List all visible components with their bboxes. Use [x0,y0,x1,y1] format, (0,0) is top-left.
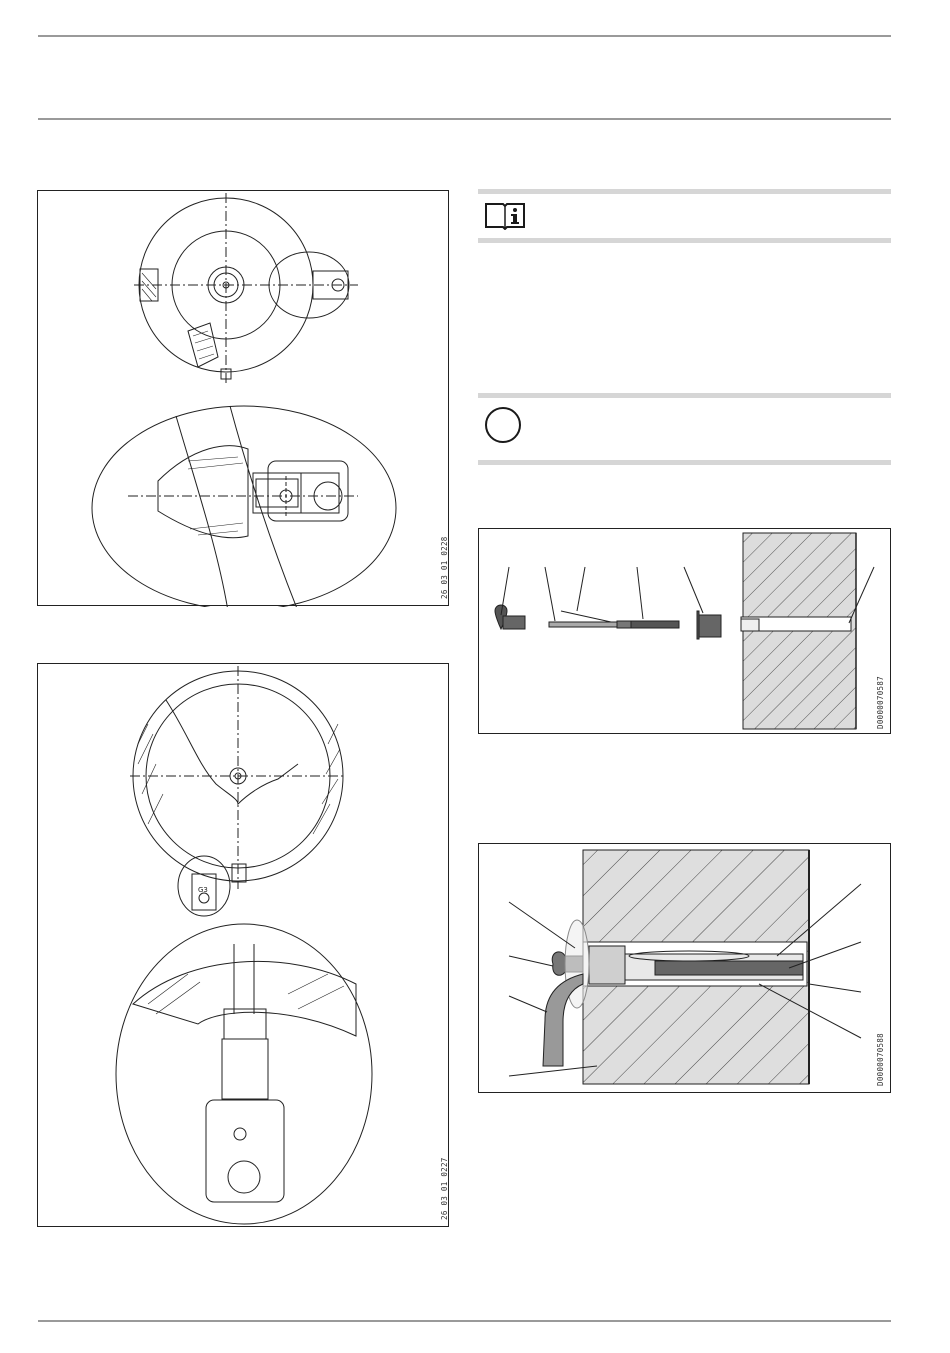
figure-code: D0000070587 [876,676,885,729]
figure-code: 26_03_01_0227 [440,1157,449,1220]
figure-wall-plug-parts-drawing [479,529,892,735]
figure-code: 26_03_01_0228 [440,536,449,599]
note-attention-bar-top [478,393,891,398]
figure-tank-connection [37,190,449,606]
figure-tank-connection-drawing [38,191,450,607]
note-attention-bar-bottom [478,460,891,465]
figure-code: D0000070588 [876,1033,885,1086]
footer-rule [38,1320,891,1322]
note-manual-bar-bottom [478,238,891,243]
book-info-icon [483,200,527,230]
header-rule-bottom [38,118,891,120]
header-rule-top [38,35,891,37]
figure-tank-bottom-connection [37,663,449,1227]
circle-notice-icon [483,405,523,445]
figure-wall-plug-parts [478,528,891,734]
figure-wall-plug-installed-drawing [479,844,892,1094]
figure-tank-bottom-drawing [38,664,450,1228]
thread-label: G3 [198,886,208,894]
note-manual-bar-top [478,189,891,194]
figure-wall-plug-installed [478,843,891,1093]
